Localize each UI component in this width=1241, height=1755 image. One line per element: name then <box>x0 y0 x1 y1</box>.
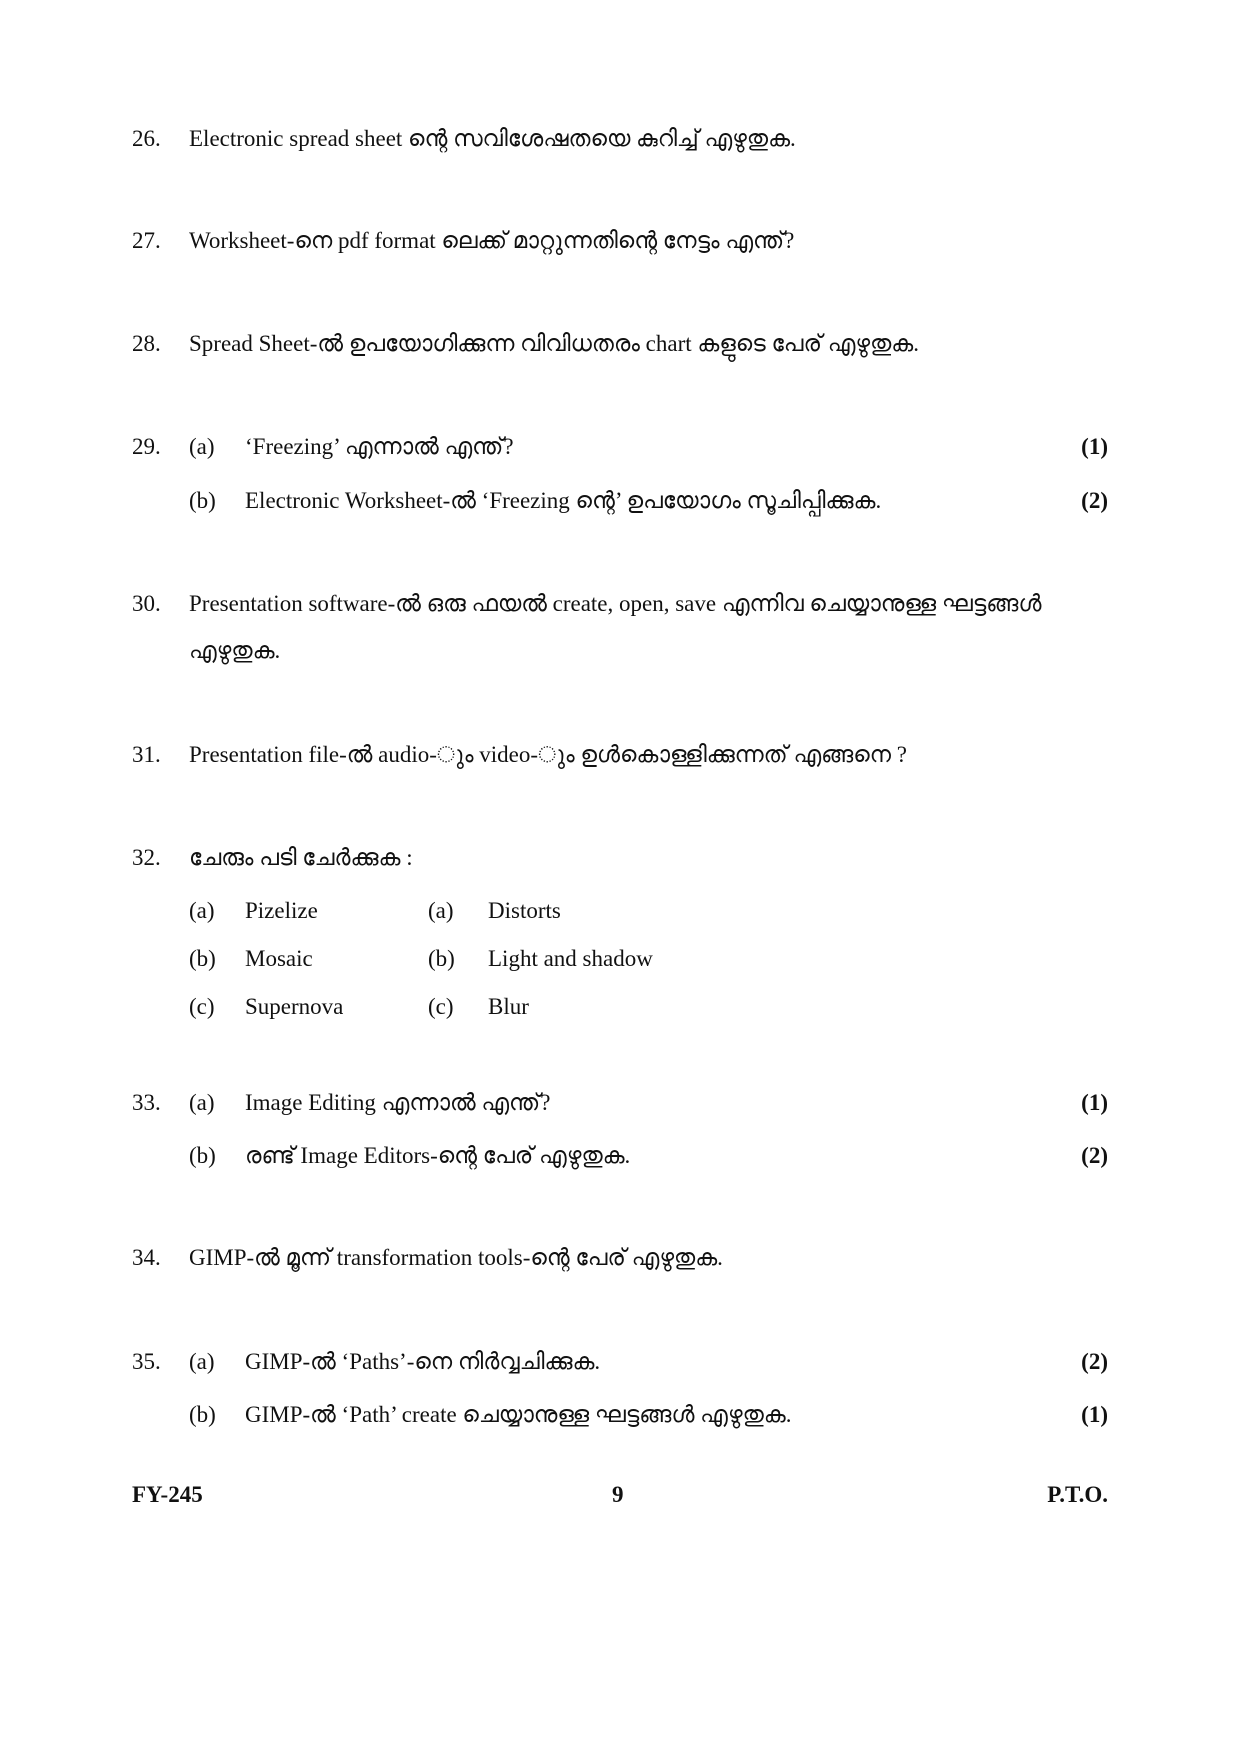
question-text: GIMP-ൽ മൂന്ന് transformation tools-ന്റെ പേര് എഴുതുക. <box>189 1245 723 1270</box>
subquestion-text: ‘Freezing’ എന്നാൽ എന്ത്? <box>245 434 514 459</box>
question-text: Worksheet-നെ pdf format ലെക്ക് മാറ്റുന്നതിന്റെ നേട്ടം എന്ത്? <box>189 228 795 253</box>
match-left-item: Mosaic <box>245 946 313 971</box>
subquestion-text: GIMP-ൽ ‘Path’ create ചെയ്യാനുള്ള ഘട്ടങ്ങൾ എഴുതുക. <box>245 1402 792 1427</box>
question-number: 32. <box>132 845 161 870</box>
marks: (1) <box>1081 1090 1108 1115</box>
question-29a <box>0 430 1241 464</box>
subquestion-text: രണ്ട് Image Editors-ന്റെ പേര് എഴുതുക. <box>245 1143 631 1168</box>
question-33a <box>0 1086 1241 1120</box>
question-number: 28. <box>132 331 161 356</box>
subquestion-label: (b) <box>189 1143 216 1168</box>
marks: (2) <box>1081 488 1108 513</box>
question-number: 26. <box>132 126 161 151</box>
marks: (1) <box>1081 1402 1108 1427</box>
match-row <box>0 990 1241 1024</box>
match-right-item: Blur <box>488 994 529 1019</box>
match-row <box>0 894 1241 928</box>
question-30 <box>0 587 1241 621</box>
question-number: 30. <box>132 591 161 616</box>
question-27 <box>0 224 1241 258</box>
subquestion-text: Electronic Worksheet-ൽ ‘Freezing ന്റെ’ ഉപയോഗം സൂചിപ്പിക്കുക. <box>245 488 882 513</box>
subquestion-text: GIMP-ൽ ‘Paths’-നെ നിർവ്വചിക്കുക. <box>245 1349 601 1374</box>
paper-code: FY-245 <box>132 1482 203 1507</box>
match-right-item: Distorts <box>488 898 561 923</box>
subquestion-label: (a) <box>189 1090 215 1115</box>
question-30-continued <box>0 634 1241 668</box>
question-text: ചേരും പടി ചേർക്കുക : <box>189 845 413 870</box>
question-28 <box>0 327 1241 361</box>
match-right-label: (b) <box>428 946 455 971</box>
question-text: Electronic spread sheet ന്റെ സവിശേഷതയെ കുറിച്ച് എഴുതുക. <box>189 126 796 151</box>
question-number: 35. <box>132 1349 161 1374</box>
match-right-item: Light and shadow <box>488 946 653 971</box>
subquestion-label: (b) <box>189 1402 216 1427</box>
match-right-label: (c) <box>428 994 454 1019</box>
marks: (1) <box>1081 434 1108 459</box>
marks: (2) <box>1081 1349 1108 1374</box>
question-text: Spread Sheet-ൽ ഉപയോഗിക്കുന്ന വിവിധതരം chart കളുടെ പേര് എഴുതുക. <box>189 331 919 356</box>
question-33b <box>0 1139 1241 1173</box>
question-number: 31. <box>132 742 161 767</box>
question-number: 33. <box>132 1090 161 1115</box>
question-number: 27. <box>132 228 161 253</box>
match-left-item: Supernova <box>245 994 344 1019</box>
question-text: Presentation file-ൽ audio-ും video-ും ഉൾകൊള്ളിക്കുന്നത് എങ്ങനെ ? <box>189 742 907 767</box>
match-right-label: (a) <box>428 898 454 923</box>
match-left-label: (b) <box>189 946 216 971</box>
question-text-line-2: എഴുതുക. <box>189 638 281 663</box>
subquestion-text: Image Editing എന്നാൽ എന്ത്? <box>245 1090 551 1115</box>
question-number: 34. <box>132 1245 161 1270</box>
match-left-label: (a) <box>189 898 215 923</box>
match-left-item: Pizelize <box>245 898 318 923</box>
question-text-line-1: Presentation software-ൽ ഒരു ഫയൽ create, open, save എന്നിവ ചെയ്യാനുള്ള ഘട്ടങ്ങൾ <box>189 591 1042 616</box>
subquestion-label: (a) <box>189 1349 215 1374</box>
question-34 <box>0 1241 1241 1275</box>
question-31 <box>0 738 1241 772</box>
subquestion-label: (a) <box>189 434 215 459</box>
subquestion-label: (b) <box>189 488 216 513</box>
question-number: 29. <box>132 434 161 459</box>
marks: (2) <box>1081 1143 1108 1168</box>
match-row <box>0 942 1241 976</box>
question-32 <box>0 841 1241 875</box>
question-35b <box>0 1398 1241 1432</box>
match-left-label: (c) <box>189 994 215 1019</box>
question-35a <box>0 1345 1241 1379</box>
please-turn-over: P.T.O. <box>1047 1482 1108 1507</box>
page-number: 9 <box>612 1482 624 1507</box>
question-26 <box>0 122 1241 156</box>
question-29b <box>0 484 1241 518</box>
